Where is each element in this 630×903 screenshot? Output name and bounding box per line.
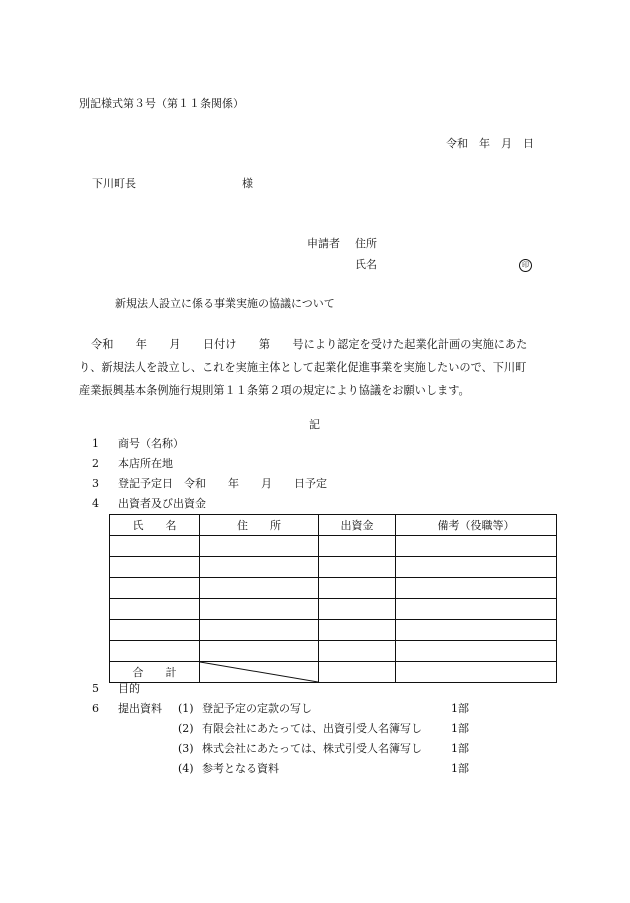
- doc-item-1: [178, 702, 312, 716]
- item-text: 目的: [118, 682, 140, 695]
- doc-text: 株式会社にあたっては、株式引受人名簿写し: [202, 742, 422, 755]
- form-reference: 別記様式第３号（第１１条関係）: [79, 97, 244, 110]
- doc-index: (4): [178, 762, 194, 775]
- table-cell[interactable]: [319, 578, 396, 599]
- doc-index: (1): [178, 702, 194, 715]
- doc-qty: 1部: [451, 722, 469, 735]
- doc-index: (3): [178, 742, 194, 755]
- item-number: 4: [92, 497, 99, 510]
- table-cell[interactable]: [200, 641, 319, 662]
- table-cell[interactable]: [396, 599, 557, 620]
- item-3: [92, 477, 327, 491]
- body-line: 令和 年 月 日付け 第 号により認定を受けた起業化計画の実施にあた: [91, 338, 528, 351]
- item-2: [92, 457, 173, 471]
- seal-mark: 印: [519, 259, 532, 272]
- table-cell[interactable]: [110, 641, 200, 662]
- table-row: [110, 557, 557, 578]
- table-cell[interactable]: [200, 620, 319, 641]
- doc-text: 参考となる資料: [202, 762, 279, 775]
- table-cell[interactable]: [200, 578, 319, 599]
- table-cell[interactable]: [319, 641, 396, 662]
- total-address-void: [200, 662, 319, 683]
- address-label: 住所: [355, 237, 377, 250]
- table-cell[interactable]: [396, 641, 557, 662]
- table-cell[interactable]: [200, 599, 319, 620]
- item-4: [92, 497, 206, 511]
- doc-item-3: [178, 742, 422, 756]
- table-cell[interactable]: [319, 557, 396, 578]
- body-line: り、新規法人を設立し、これを実施主体として起業化促進事業を実施したいので、下川町: [79, 361, 527, 374]
- table-total-row: [110, 662, 557, 683]
- investor-table: [109, 514, 557, 683]
- table-row: [110, 578, 557, 599]
- item-number: 2: [92, 457, 99, 470]
- diagonal-strike: [200, 662, 318, 682]
- doc-item-4: [178, 762, 279, 776]
- doc-text: 登記予定の定款の写し: [202, 702, 312, 715]
- item-text: 出資者及び出資金: [118, 497, 206, 510]
- table-cell[interactable]: [319, 599, 396, 620]
- doc-item-2: [178, 722, 422, 736]
- item-text: 本店所在地: [118, 457, 173, 470]
- item-number: 5: [92, 682, 99, 695]
- total-investment[interactable]: [319, 662, 396, 683]
- table-row: [110, 536, 557, 557]
- table-cell[interactable]: [110, 599, 200, 620]
- name-label: 氏名: [355, 258, 377, 271]
- table-cell[interactable]: [319, 620, 396, 641]
- header-investment: 出資金: [319, 515, 396, 536]
- table-cell[interactable]: [396, 557, 557, 578]
- table-row: [110, 641, 557, 662]
- subject: 新規法人設立に係る事業実施の協議について: [115, 297, 335, 310]
- body-paragraph: [79, 333, 553, 402]
- item-5: [92, 682, 140, 696]
- item-number: 3: [92, 477, 99, 490]
- doc-index: (2): [178, 722, 194, 735]
- table-row: [110, 620, 557, 641]
- ki-heading: 記: [309, 418, 320, 431]
- table-cell[interactable]: [200, 536, 319, 557]
- recipient: 下川町長: [92, 177, 136, 190]
- total-label: 合 計: [110, 662, 200, 683]
- table-cell[interactable]: [110, 536, 200, 557]
- doc-text: 有限会社にあたっては、出資引受人名簿写し: [202, 722, 422, 735]
- doc-qty: 1部: [451, 742, 469, 755]
- total-remarks[interactable]: [396, 662, 557, 683]
- item-text: 登記予定日 令和 年 月 日予定: [118, 477, 327, 490]
- header-name: 氏 名: [110, 515, 200, 536]
- table-cell[interactable]: [110, 557, 200, 578]
- table-cell[interactable]: [396, 620, 557, 641]
- date-line: 令和 年 月 日: [446, 137, 534, 150]
- doc-qty: 1部: [451, 762, 469, 775]
- header-address: 住 所: [200, 515, 319, 536]
- item-number: 6: [92, 702, 99, 715]
- table-cell[interactable]: [110, 578, 200, 599]
- header-remarks: 備考（役職等）: [396, 515, 557, 536]
- item-text: 提出資料: [118, 702, 162, 715]
- table-cell[interactable]: [396, 536, 557, 557]
- item-6: [92, 702, 162, 716]
- table-cell[interactable]: [319, 536, 396, 557]
- table-cell[interactable]: [396, 578, 557, 599]
- table-cell[interactable]: [200, 557, 319, 578]
- honorific: 様: [242, 177, 253, 190]
- applicant-label: 申請者: [307, 237, 340, 250]
- table-row: [110, 599, 557, 620]
- table-cell[interactable]: [110, 620, 200, 641]
- doc-qty: 1部: [451, 702, 469, 715]
- body-line: 産業振興基本条例施行規則第１１条第２項の規定により協議をお願いします。: [79, 384, 470, 397]
- item-text: 商号（名称）: [118, 437, 184, 450]
- item-1: [92, 437, 184, 451]
- table-header-row: [110, 515, 557, 536]
- item-number: 1: [92, 437, 99, 450]
